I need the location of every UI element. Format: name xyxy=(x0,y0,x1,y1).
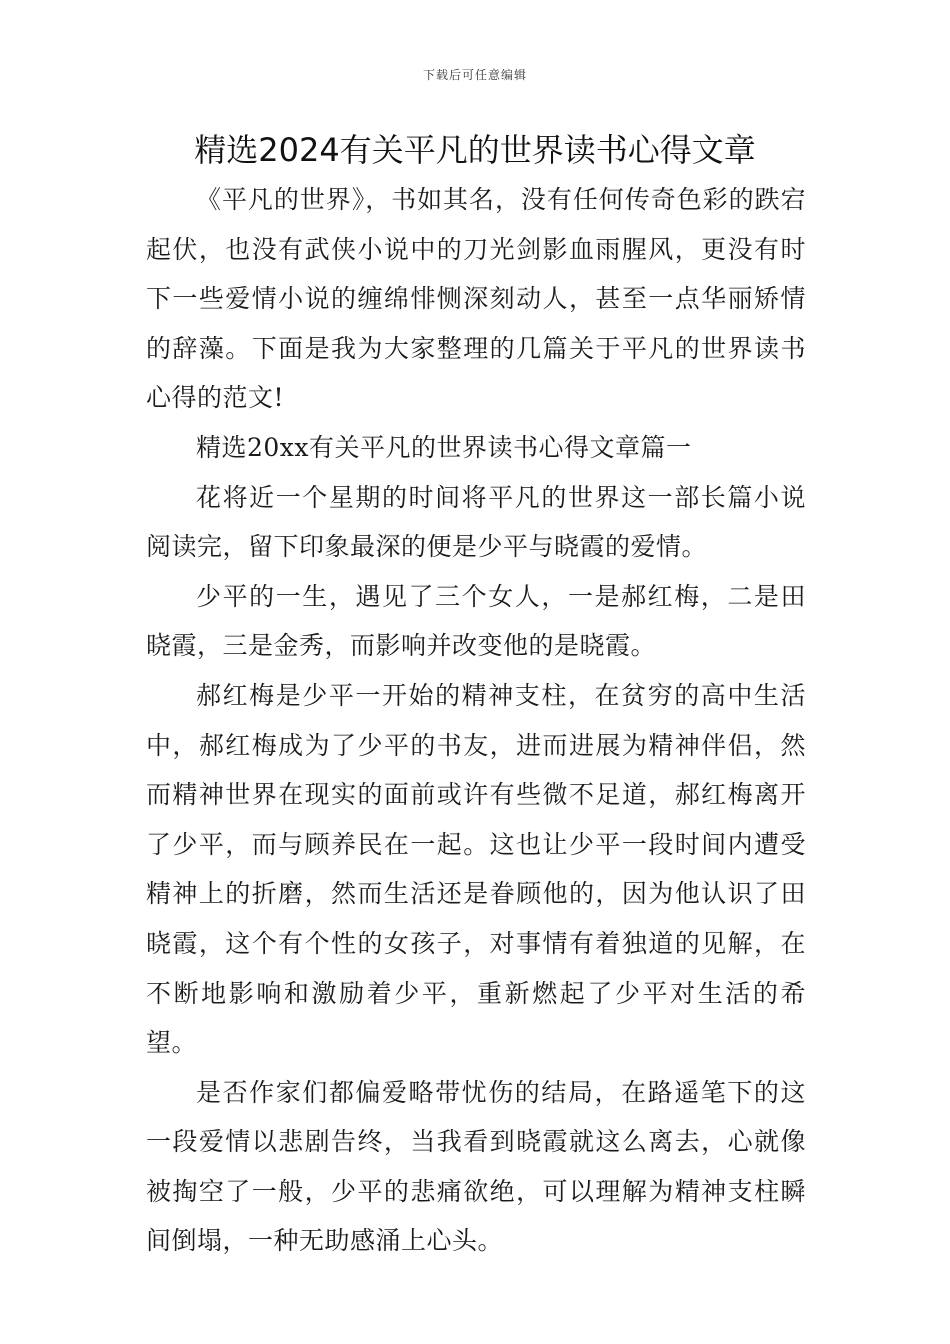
document-title: 精选2024有关平凡的世界读书心得文章 xyxy=(194,131,756,169)
header-note: 下载后可任意编辑 xyxy=(422,68,527,82)
section-heading: 精选20xx有关平凡的世界读书心得文章篇一 xyxy=(196,432,692,462)
paragraph: 花将近一个星期的时间将平凡的世界这一部长篇小说阅读完，留下印象最深的便是少平与晓霞的爱情。 xyxy=(146,482,806,562)
paragraph: 郝红梅是少平一开始的精神支柱，在贫穷的高中生活中，郝红梅成为了少平的书友，进而进展为精神伴侣，然而精神世界在现实的面前或许有些微不足道，郝红梅离开了少平，而与顾养民在一起。这也让少平一段时间内遭受精神上的折磨，然而生活还是眷顾他的，因为他认识了田晓霞，这个有个性的女孩子，对事情有着独道的见解，在不断地影响和激励着少平，重新燃起了少平对生活的希望。 xyxy=(146,680,806,1058)
document-body xyxy=(146,175,806,1266)
paragraph: 是否作家们都偏爱略带忧伤的结局，在路遥笔下的这一段爱情以悲剧告终，当我看到晓霞就这么离去，心就像被掏空了一般，少平的悲痛欲绝，可以理解为精神支柱瞬间倒塌，一种无助感涌上心头。 xyxy=(146,1077,806,1256)
paragraph-intro: 《平凡的世界》，书如其名，没有任何传奇色彩的跌宕起伏，也没有武侠小说中的刀光剑影血雨腥风，更没有时下一些爱情小说的缠绵悱恻深刻动人，甚至一点华丽矫情的辞藻。下面是我为大家整理的几篇关于平凡的世界读书心得的范文! xyxy=(146,185,806,413)
paragraph: 少平的一生，遇见了三个女人，一是郝红梅，二是田晓霞，三是金秀，而影响并改变他的是晓霞。 xyxy=(146,581,806,661)
